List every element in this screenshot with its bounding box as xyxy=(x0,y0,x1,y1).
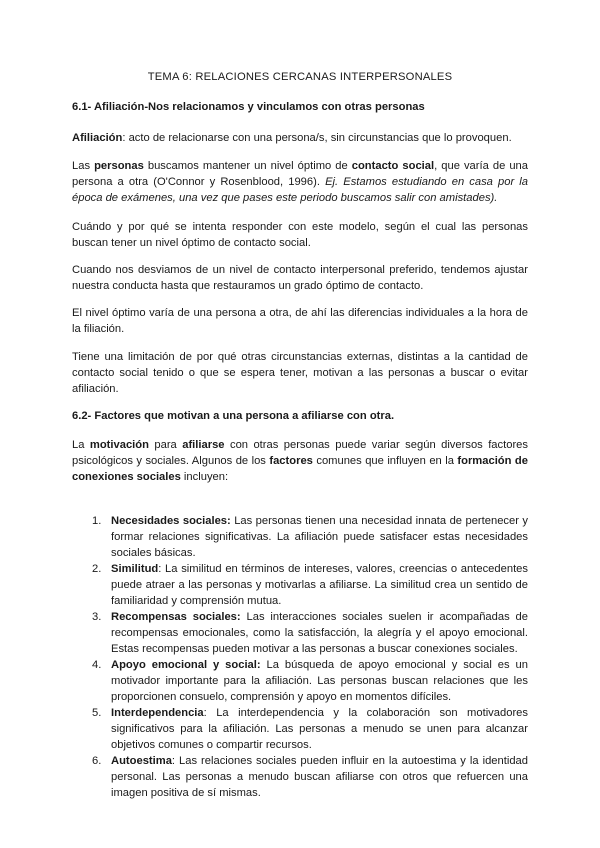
page-title: TEMA 6: RELACIONES CERCANAS INTERPERSONALES xyxy=(147,71,453,83)
paragraph-nivel-optimo: El nivel óptimo varía de una persona a otra, de ahí las diferencias individuales a la hora de la filiación. xyxy=(72,307,528,335)
list-item xyxy=(72,561,528,609)
list-item-term: Interdependencia xyxy=(111,707,204,719)
italic-example: Ej. Estamos estudiando en casa por la época de exámenes, una vez que pases este periodo buscamos salir con amistades). xyxy=(72,176,528,204)
list-number: 6. xyxy=(92,755,102,767)
list-number: 3. xyxy=(92,611,102,623)
section-1-heading: 6.1- Afiliación-Nos relacionamos y vinculamos con otras personas xyxy=(72,101,425,113)
bold-run: contacto social xyxy=(351,160,435,172)
text-run: incluyen: xyxy=(180,471,229,483)
definition-text: : acto de relacionarse con una persona/s, sin circunstancias que lo provoquen. xyxy=(122,132,512,144)
list-item-text: : Las relaciones sociales pueden influir en la autoestima y la identidad personal. Las personas a menudo buscan afiliarse con otros que refuercen una imagen positiva de sí mismas. xyxy=(111,755,528,799)
text-run: con otras personas puede variar según diversos factores psicológicos y sociales. Algunos de los xyxy=(72,439,528,467)
definition-term: Afiliación xyxy=(72,132,123,144)
text-run: buscamos mantener un nivel óptimo de xyxy=(143,160,352,172)
definition-paragraph xyxy=(72,130,528,146)
list-number: 4. xyxy=(92,659,102,671)
paragraph-limitacion: Tiene una limitación de por qué otras circunstancias externas, distintas a la cantidad de contacto social tenido o que se espera tener, motivan a las personas a buscar o evitar afiliación. xyxy=(72,351,528,395)
factors-list xyxy=(72,513,528,801)
list-item-text: : La interdependencia y la colaboración son motivadores significativos para la afiliación. Las personas a menudo se unen para alcanzar objetivos comunes o compartir recursos. xyxy=(111,707,528,751)
paragraph-desviamos: Cuando nos desviamos de un nivel de contacto interpersonal preferido, tendemos ajustar nuestra conducta hasta que restauramos un grado óptimo de contacto. xyxy=(72,264,528,292)
list-number: 5. xyxy=(92,707,102,719)
bold-run: factores xyxy=(269,455,313,467)
text-run: comunes que influyen en la xyxy=(312,455,458,467)
text-run: Las xyxy=(72,160,95,172)
list-item xyxy=(72,609,528,657)
text-run: para xyxy=(148,439,183,451)
list-item-term: Apoyo emocional y social: xyxy=(111,659,261,671)
list-item-text: La búsqueda de apoyo emocional y social es un motivador importante para la afiliación. Las personas buscan relaciones que les proporcionen consuelo, comprensión y apoyo en momentos difíciles. xyxy=(111,659,528,703)
list-item xyxy=(72,513,528,561)
section-2-heading: 6.2- Factores que motivan a una persona a afiliarse con otra. xyxy=(72,410,395,422)
bold-run: motivación xyxy=(89,439,149,451)
paragraph-personas xyxy=(72,158,528,206)
list-item-term: Similitud xyxy=(111,563,159,575)
bold-run: personas xyxy=(94,160,144,172)
bold-run: afiliarse xyxy=(182,439,225,451)
list-item-text: : La similitud en términos de intereses, valores, creencias o antecedentes puede atraer a las personas y motivarlas a afiliarse. La similitud crea un sentido de familiaridad y comprensión mutua. xyxy=(111,563,528,607)
list-number: 2. xyxy=(92,563,102,575)
paragraph-modelo: Cuándo y por qué se intenta responder con este modelo, según el cual las personas buscan tener un nivel óptimo de contacto social. xyxy=(72,221,528,249)
list-item-term: Necesidades sociales: xyxy=(111,515,231,527)
text-run: La xyxy=(72,439,90,451)
list-item-term: Autoestima xyxy=(111,755,172,767)
list-item xyxy=(72,657,528,705)
bold-run: formación de conexiones sociales xyxy=(72,455,528,483)
list-number: 1. xyxy=(92,515,102,527)
list-item-text: Las personas tienen una necesidad innata de pertenecer y formar relaciones significativas. La afiliación puede satisfacer estas necesidades sociales básicas. xyxy=(111,515,528,559)
list-item-term: Recompensas sociales: xyxy=(111,611,241,623)
paragraph-motivacion xyxy=(72,437,528,485)
list-item xyxy=(72,753,528,801)
list-item-text: Las interacciones sociales suelen ir acompañadas de recompensas emocionales, como la satisfacción, la alegría y el apoyo emocional. Estas recompensas pueden motivar a las personas a buscar conexiones sociales. xyxy=(111,611,528,655)
text-run: , que varía de una persona a otra (O'Connor y Rosenblood, 1996). xyxy=(72,160,528,188)
list-item xyxy=(72,705,528,753)
